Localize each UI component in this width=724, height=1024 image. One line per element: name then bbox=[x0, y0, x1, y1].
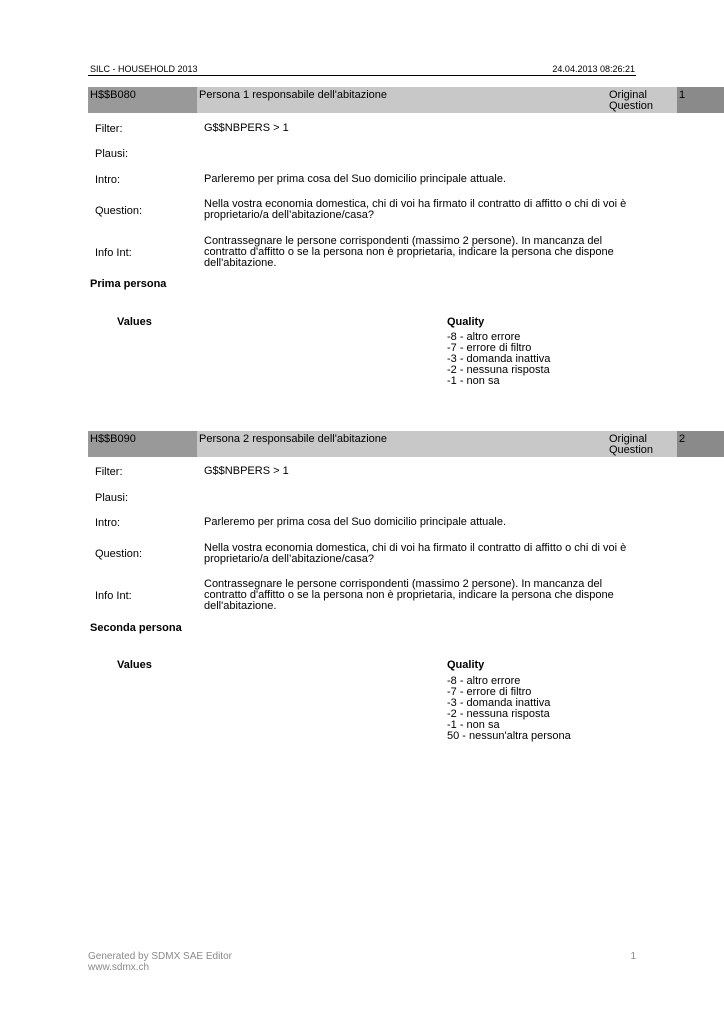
question-number: 2 bbox=[679, 433, 686, 445]
doc-header-timestamp: 24.04.2013 08:26:21 bbox=[552, 64, 635, 74]
filter-value: G$$NBPERS > 1 bbox=[204, 122, 289, 134]
question-label: Question: bbox=[95, 205, 143, 217]
question-text: Nella vostra economia domestica, chi di voi ha firmato il contratto di affitto o chi di voi è proprietario/a dell’abitazione/casa? bbox=[204, 198, 627, 221]
list-item: -2 - nessuna risposta bbox=[447, 708, 550, 720]
question-title: Persona 2 responsabile dell'abitazione bbox=[199, 433, 388, 445]
filter-label: Filter: bbox=[95, 123, 123, 135]
list-item: -3 - domanda inattiva bbox=[447, 697, 551, 709]
header-divider bbox=[88, 75, 636, 76]
filter-value: G$$NBPERS > 1 bbox=[204, 465, 289, 477]
footer-generator bbox=[88, 951, 232, 973]
list-item: -8 - altro errore bbox=[447, 331, 521, 343]
answer-label: Seconda persona bbox=[90, 622, 182, 634]
list-item: 50 - nessun'altra persona bbox=[447, 730, 571, 742]
question-origin: Original Question bbox=[609, 433, 654, 456]
filter-label: Filter: bbox=[95, 466, 123, 478]
question-label: Question: bbox=[95, 548, 143, 560]
info-text: Contrassegnare le persone corrispondenti (massimo 2 persone). In mancanza del contratto d'affitto o se la persona non è proprietaria, indicare la persona che dispone dell'abitazione. bbox=[204, 235, 614, 269]
list-item: -7 - errore di filtro bbox=[447, 342, 532, 354]
plausi-label: Plausi: bbox=[95, 492, 129, 504]
values-heading: Values bbox=[117, 316, 152, 328]
intro-value: Parleremo per prima cosa del Suo domicilio principale attuale. bbox=[204, 516, 507, 528]
question-text: Nella vostra economia domestica, chi di voi ha firmato il contratto di affitto o chi di voi è proprietario/a dell’abitazione/casa? bbox=[204, 542, 627, 565]
footer-generator-text: Generated by SDMX SAE Editor bbox=[88, 951, 232, 962]
question-code: H$$B080 bbox=[90, 89, 136, 101]
intro-label: Intro: bbox=[95, 174, 121, 186]
footer-url: www.sdmx.ch bbox=[88, 962, 150, 973]
list-item: -1 - non sa bbox=[447, 719, 500, 731]
info-label: Info Int: bbox=[95, 247, 132, 259]
quality-list bbox=[447, 676, 571, 742]
list-item: -7 - errore di filtro bbox=[447, 686, 532, 698]
list-item: -2 - nessuna risposta bbox=[447, 364, 550, 376]
list-item: -8 - altro errore bbox=[447, 675, 521, 687]
quality-heading: Quality bbox=[447, 659, 485, 671]
info-label: Info Int: bbox=[95, 590, 132, 602]
list-item: -1 - non sa bbox=[447, 375, 500, 387]
question-header-bar bbox=[88, 87, 686, 113]
quality-list bbox=[447, 332, 550, 387]
plausi-label: Plausi: bbox=[95, 148, 129, 160]
intro-label: Intro: bbox=[95, 517, 121, 529]
question-title: Persona 1 responsabile dell'abitazione bbox=[199, 89, 388, 101]
question-number: 1 bbox=[679, 89, 686, 101]
doc-header-title: SILC - HOUSEHOLD 2013 bbox=[90, 64, 198, 74]
answer-label: Prima persona bbox=[90, 278, 167, 290]
intro-value: Parleremo per prima cosa del Suo domicilio principale attuale. bbox=[204, 173, 507, 185]
page-number: 1 bbox=[630, 951, 636, 962]
values-heading: Values bbox=[117, 659, 152, 671]
question-origin: Original Question bbox=[609, 89, 654, 112]
list-item: -3 - domanda inattiva bbox=[447, 353, 551, 365]
question-code: H$$B090 bbox=[90, 433, 136, 445]
info-text: Contrassegnare le persone corrispondenti (massimo 2 persone). In mancanza del contratto d'affitto o se la persona non è proprietaria, indicare la persona che dispone dell'abitazione. bbox=[204, 578, 614, 612]
quality-heading: Quality bbox=[447, 316, 485, 328]
question-header-bar bbox=[88, 431, 686, 457]
